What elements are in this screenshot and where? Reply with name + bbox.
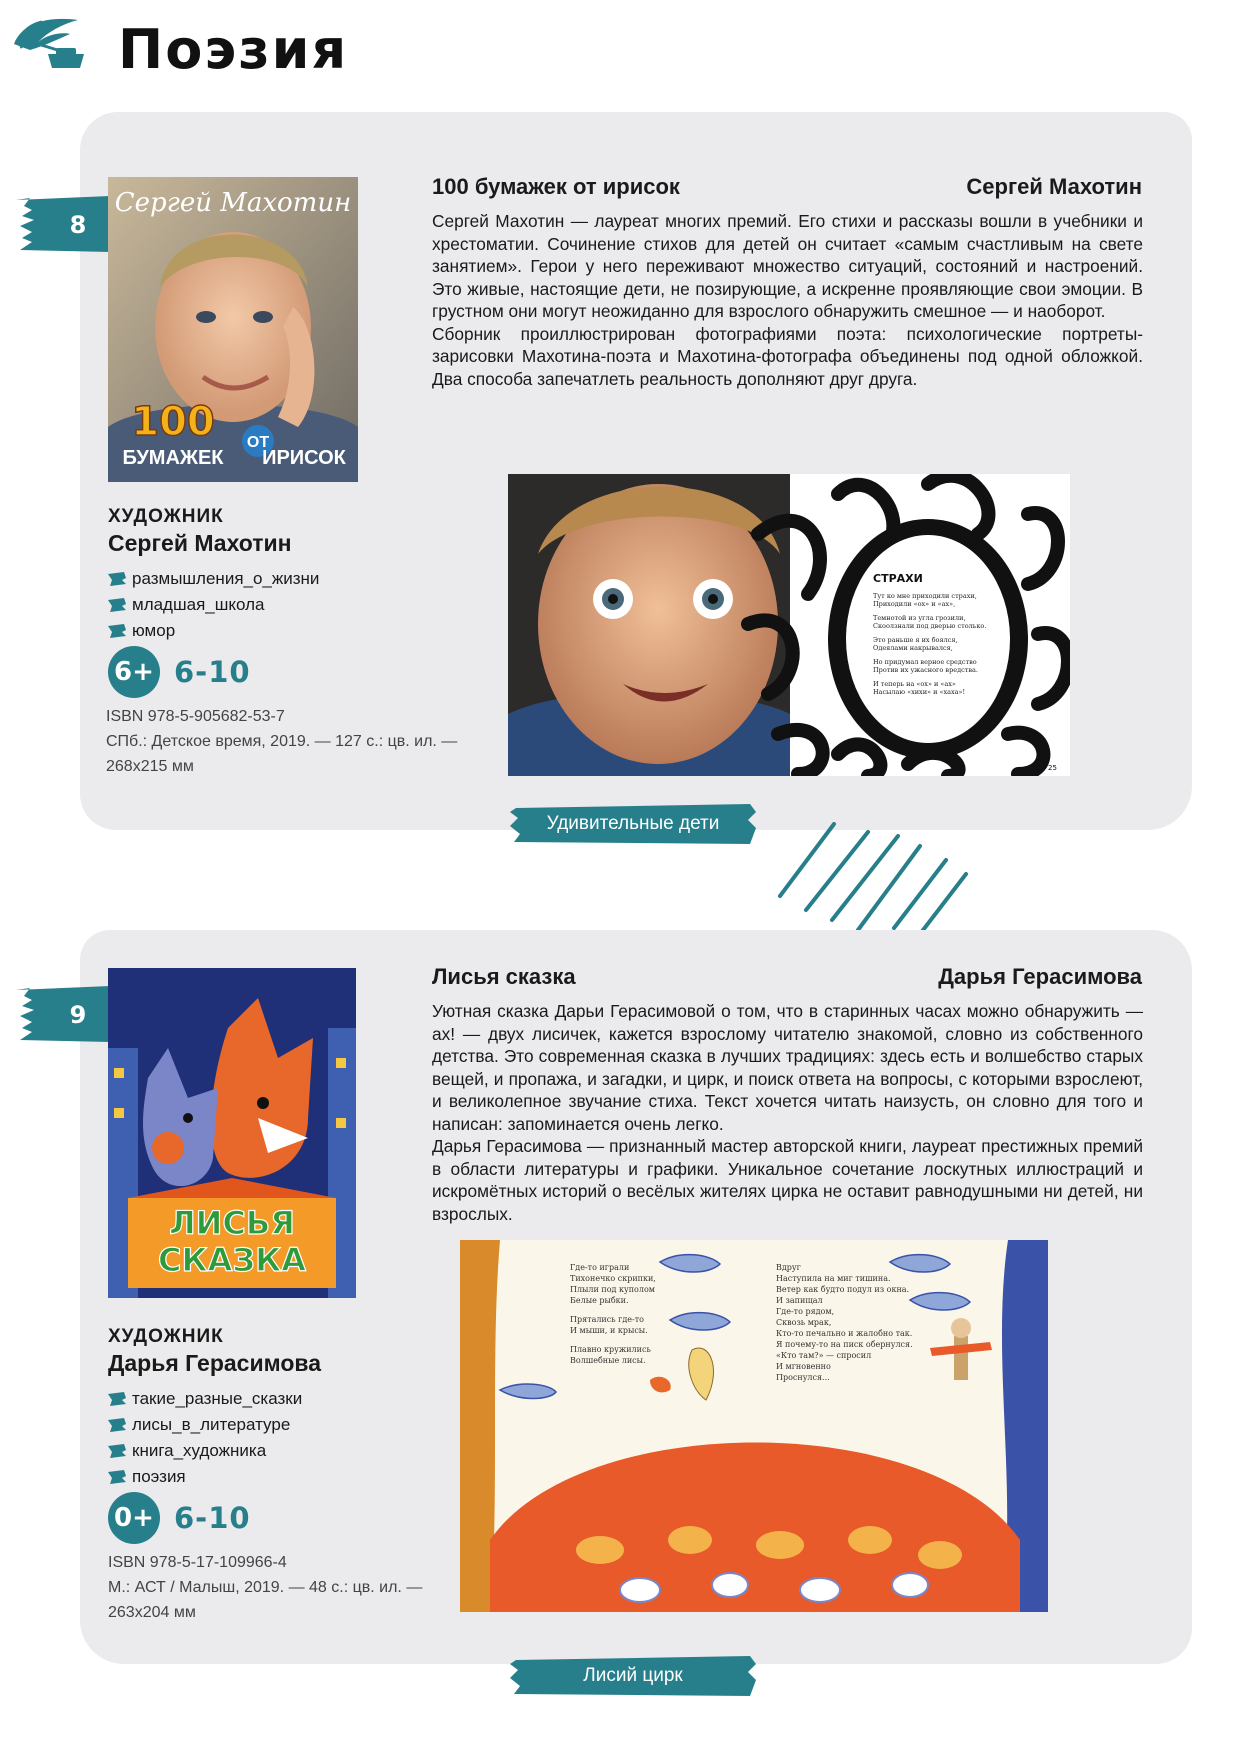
tag-1-3[interactable]: [108, 618, 319, 644]
artist-name-2: Дарья Герасимова: [108, 1350, 321, 1376]
spread-poem-line: Приходили «ох» и «ах»,: [873, 600, 956, 608]
tag-label: размышления_о_жизни: [132, 569, 320, 588]
book-spread-2: [460, 1240, 1048, 1612]
book-description-1: [432, 210, 1143, 390]
spread-line: Сквозь мрак,: [776, 1318, 832, 1327]
tag-brush-icon: [108, 598, 126, 612]
spread-line: Вдруг: [776, 1263, 801, 1272]
cover-author-1: Сергей Махотин: [114, 188, 352, 218]
isbn-2: ISBN 978-5-17-109966-4: [108, 1554, 287, 1571]
description-paragraph: Сергей Махотин — лауреат многих премий. Его стихи и рассказы вошли в учебники и хрестоматии. Сочинение стихов для детей он считает «самым счастливым на свете занятием». Герои у него переживают множество ситуаций, состояний и настроений. Это живые, настоящие дети, не позирующие, а искренне проявляющие свои эмоции. В грустном они могут неожиданно для взрослого обнаружить смешное — и наоборот.: [432, 211, 1143, 321]
spread-line: Где-то играли: [570, 1263, 630, 1272]
ribbon-label-1: Удивительные дети: [546, 813, 720, 834]
spread-poem-line: Одеялами накрывался,: [873, 644, 953, 652]
isbn-1: ISBN 978-5-905682-53-7: [106, 708, 285, 725]
cover-title-word3-1: ИРИСОК: [262, 447, 346, 469]
publication-info-1: [106, 704, 457, 779]
book-number-1: 8: [69, 211, 87, 239]
tag-brush-icon: [108, 1444, 126, 1458]
age-row-1: [108, 646, 251, 698]
spread-poem-line: Против их ужасного вредства.: [873, 666, 978, 674]
publisher-line1-2: М.: АСТ / Малыш, 2019. — 48 с.: цв. ил. —: [108, 1579, 423, 1596]
cover-title-word1-1: БУМАЖЕК: [122, 447, 224, 469]
tag-label: такие_разные_сказки: [132, 1389, 303, 1408]
publisher-line2-1: 268х215 мм: [106, 758, 194, 775]
publication-info-2: [108, 1550, 422, 1625]
tag-label: поэзия: [132, 1467, 186, 1486]
book-number-2: 9: [69, 1001, 87, 1029]
age-range-2: 6-10: [174, 1501, 251, 1535]
book-cover-1: [108, 177, 358, 482]
tag-brush-icon: [108, 1418, 126, 1432]
artist-name-1: Сергей Махотин: [108, 530, 292, 556]
spread-line: Я почему-то на писк обернулся.: [776, 1340, 913, 1349]
quill-inkwell-icon: [8, 14, 90, 76]
cover-title-word2-1: ОТ: [246, 434, 270, 451]
cover-title-line1-2: ЛИСЬЯ: [169, 1204, 295, 1242]
section-title: Поэзия: [118, 18, 349, 81]
tag-brush-icon: [108, 1392, 126, 1406]
description-paragraph: Сборник проиллюстрирован фотографиями поэта: психологические портреты-зарисовки Махотина-поэта и Махотина-фотографа объединены под одной обложкой. Два способа запечатлеть реальность дополняют друг друга.: [432, 323, 1143, 389]
tag-1-1[interactable]: [108, 566, 319, 592]
artist-label-2: ХУДОЖНИК: [108, 1326, 224, 1347]
spread-line: И запищал: [776, 1296, 823, 1305]
spread-line: Кто-то печально и жалобно так.: [776, 1329, 913, 1338]
tag-list-1: [108, 566, 319, 644]
spread-poem-line: Темнотой из угла грозили,: [873, 614, 966, 622]
tag-1-2[interactable]: [108, 592, 319, 618]
tag-2-3[interactable]: [108, 1438, 302, 1464]
spread-line: И мыши, и крысы.: [570, 1326, 648, 1335]
artist-label-1: ХУДОЖНИК: [108, 506, 224, 527]
book-description-2: [432, 1000, 1143, 1225]
tag-label: юмор: [132, 621, 176, 640]
spread-line: Тихонечко скрипки,: [570, 1274, 656, 1283]
spread-line: Проснулся...: [776, 1373, 830, 1382]
description-paragraph: Дарья Герасимова — признанный мастер авторской книги, лауреат престижных премий в области литературы и графики. Уникальное сочетание лоскутных иллюстраций и искромётных историй о весёлых жителях цирка не оставит равнодушными ни детей, ни взрослых.: [432, 1136, 1143, 1224]
spread-line: И мгновенно: [776, 1362, 831, 1371]
publisher-line1-1: СПб.: Детское время, 2019. — 127 с.: цв. ил. —: [106, 733, 458, 750]
cover-title-number-1: 100: [131, 399, 215, 445]
book-author-1: Сергей Махотин: [966, 174, 1142, 199]
book-number-tab-1: [16, 196, 110, 254]
publisher-line2-2: 263х204 мм: [108, 1604, 196, 1621]
book-title-2: Лисья сказка: [432, 964, 576, 989]
ribbon-label-2: Лисий цирк: [583, 1665, 683, 1686]
spread-poem-line: Это раньше я их боялся,: [873, 636, 958, 644]
age-row-2: [108, 1492, 251, 1544]
cover-title-line2-2: СКАЗКА: [157, 1241, 307, 1279]
age-range-1: 6-10: [174, 655, 251, 689]
spread-line: Плыли под куполом: [570, 1285, 655, 1294]
spread-page-number: 25: [1048, 764, 1057, 772]
book-cover-2: [108, 968, 356, 1298]
spread-line: Волшебные лисы.: [570, 1356, 646, 1365]
spread-poem-line: Скоолзнали под дверью столько.: [873, 622, 987, 630]
spread-poem-line: И теперь на «ох» и «ах»: [873, 680, 956, 688]
tag-2-4[interactable]: [108, 1464, 302, 1490]
spread-poem-line: Но придумал верное средство: [873, 658, 977, 666]
tag-brush-icon: [108, 1470, 126, 1484]
age-badge-1: 6+: [108, 646, 160, 698]
spread-line: Прятались где-то: [570, 1315, 644, 1324]
tag-brush-icon: [108, 572, 126, 586]
tag-brush-icon: [108, 624, 126, 638]
spread-poem-title: СТРАХИ: [873, 572, 923, 585]
book-title-1: 100 бумажек от ирисок: [432, 174, 680, 199]
tag-label: младшая_школа: [132, 595, 265, 614]
spread-poem-line: Тут ко мне приходили страхи,: [873, 592, 977, 600]
spread-line: Наступила на миг тишина.: [776, 1274, 891, 1283]
spread-poem-line: Насылаю «хихи» и «хаха»!: [873, 688, 966, 696]
spread-line: Плавно кружились: [570, 1345, 651, 1354]
age-badge-2: 0+: [108, 1492, 160, 1544]
spread-line: «Кто там?» — спросил: [776, 1351, 872, 1360]
tag-label: книга_художника: [132, 1441, 267, 1460]
tag-2-1[interactable]: [108, 1386, 302, 1412]
book-number-tab-2: [16, 986, 110, 1044]
decorative-strokes: [770, 810, 990, 940]
spread-line: Ветер как будто подул из окна.: [776, 1285, 910, 1294]
book-author-2: Дарья Герасимова: [938, 964, 1142, 989]
spread-line: Где-то рядом,: [776, 1307, 835, 1316]
tag-label: лисы_в_литературе: [132, 1415, 291, 1434]
spread-line: Белые рыбки.: [570, 1296, 629, 1305]
tag-2-2[interactable]: [108, 1412, 302, 1438]
book-spread-1: [508, 474, 1070, 776]
tag-list-2: [108, 1386, 302, 1490]
description-paragraph: Уютная сказка Дарьи Герасимовой о том, что в старинных часах можно обнаружить — ах! — двух лисичек, кажется взрослому читателю знакомой, словно из собственного детства. Это современная сказка в лучших традициях: здесь есть и волшебство старых вещей, и пропажа, и загадки, и цирк, и поиск ответа на вопросы, с которыми взрослеют, и великолепное звучание стиха. Текст хочется читать наизусть, он словно для того и написан: запоминается очень легко.: [432, 1001, 1143, 1134]
